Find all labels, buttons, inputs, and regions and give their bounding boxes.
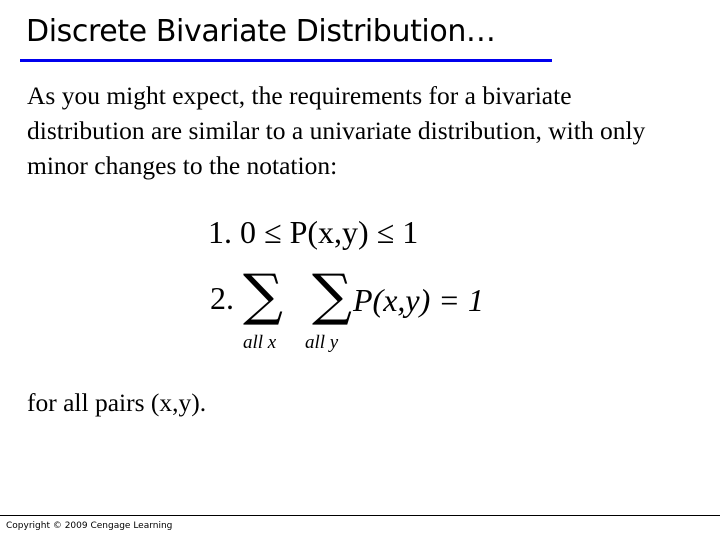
summation-index-x: all x xyxy=(243,332,277,353)
copyright-footer: Copyright © 2009 Cengage Learning xyxy=(6,521,173,531)
summation-symbol-y: ∑ xyxy=(312,263,352,328)
requirement-2-number: 2. xyxy=(210,280,234,316)
body-line: As you might expect, the requirements for a bivariate xyxy=(27,81,572,110)
probability-expression: P(x,y) = 1 xyxy=(353,282,484,318)
requirement-1-equation: 1. 0 ≤ P(x,y) ≤ 1 xyxy=(208,214,419,250)
title-underline xyxy=(20,59,552,62)
summation-index-y: all y xyxy=(305,332,339,353)
footer-divider xyxy=(0,515,720,516)
body-paragraph xyxy=(27,78,717,183)
requirement-2-expression xyxy=(353,282,484,319)
closing-text: for all pairs (x,y). xyxy=(27,388,207,417)
summation-symbol-x: ∑ xyxy=(243,263,283,328)
body-line: minor changes to the notation: xyxy=(27,151,338,180)
body-line: distribution are similar to a univariate distribution, with only xyxy=(27,116,646,145)
slide-title: Discrete Bivariate Distribution… xyxy=(26,14,496,49)
